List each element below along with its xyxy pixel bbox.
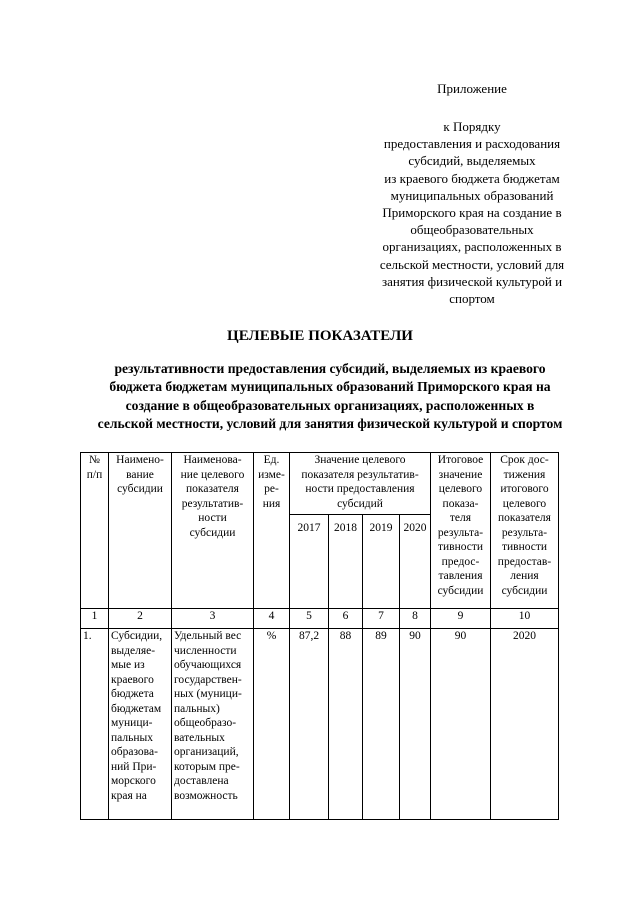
header-year-2019: 2019 xyxy=(363,515,400,609)
column-number: 6 xyxy=(329,609,363,629)
appendix-line: субсидий, выделяемых xyxy=(408,153,536,169)
appendix-line: организациях, расположенных в xyxy=(382,239,562,255)
appendix-line: спортом xyxy=(449,291,495,307)
document-subtitle xyxy=(60,360,600,434)
indicators-table xyxy=(80,452,559,820)
column-number: 7 xyxy=(363,609,400,629)
row-unit: % xyxy=(254,629,290,820)
row-value-2018: 88 xyxy=(329,629,363,820)
subtitle-line: создание в общеобразовательных организациях, расположенных в xyxy=(125,397,535,413)
row-num: 1. xyxy=(81,629,109,820)
column-number: 4 xyxy=(254,609,290,629)
row-deadline: 2020 xyxy=(491,629,559,820)
header-target-value: Значение целевого показателя результатив- ности предоставления субсидий xyxy=(290,453,431,515)
appendix-line: занятия физической культурой и xyxy=(381,273,563,289)
appendix-line: из краевого бюджета бюджетам xyxy=(384,170,560,186)
appendix-line: Приморского края на создание в xyxy=(382,205,562,221)
appendix-line: к Порядку xyxy=(443,119,501,134)
row-indicator-name: Удельный вес численности обучающихся государствен- ных (муници- пальных) общеобразо- вательных организаций, которым пре- доставлена возможность xyxy=(172,629,254,820)
document-title: ЦЕЛЕВЫЕ ПОКАЗАТЕЛИ xyxy=(227,328,413,344)
subtitle-line: результативности предоставления субсидий, выделяемых из краевого xyxy=(114,361,546,376)
header-num: № п/п xyxy=(81,453,109,609)
header-indicator-name: Наименова- ние целевого показателя результатив- ности субсидии xyxy=(172,453,254,609)
table-header-row xyxy=(81,453,559,515)
header-subsidy-name: Наимено- вание субсидии xyxy=(109,453,172,609)
column-numbers-row xyxy=(81,609,559,629)
appendix-heading xyxy=(352,80,592,97)
header-year-2018: 2018 xyxy=(329,515,363,609)
subtitle-line: сельской местности, условий для занятия физической культурой и спортом xyxy=(97,416,563,432)
subtitle-line: бюджета бюджетам муниципальных образований Приморского края на xyxy=(109,379,551,395)
appendix-line: предоставления и расходования xyxy=(383,136,561,152)
header-year-2017: 2017 xyxy=(290,515,329,609)
column-number: 1 xyxy=(81,609,109,629)
row-value-2019: 89 xyxy=(363,629,400,820)
header-year-2020: 2020 xyxy=(400,515,431,609)
column-number: 9 xyxy=(431,609,491,629)
column-number: 5 xyxy=(290,609,329,629)
appendix-heading-text: Приложение xyxy=(437,81,507,96)
row-value-2017: 87,2 xyxy=(290,629,329,820)
row-value-2020: 90 xyxy=(400,629,431,820)
column-number: 3 xyxy=(172,609,254,629)
column-number: 2 xyxy=(109,609,172,629)
row-subsidy-name: Субсидии, выделяе- мые из краевого бюджета бюджетам муници- пальных образова- ний При- морского края на xyxy=(109,629,172,820)
header-deadline: Срок дос- тижения итогового целевого показателя результа- тивности предостав- ления субсидии xyxy=(491,453,559,609)
header-unit: Ед. изме- ре- ния xyxy=(254,453,290,609)
column-number: 10 xyxy=(491,609,559,629)
appendix-line: общеобразовательных xyxy=(410,222,534,238)
column-number: 8 xyxy=(400,609,431,629)
appendix-line: муниципальных образований xyxy=(390,187,554,203)
row-final-value: 90 xyxy=(431,629,491,820)
appendix-reference xyxy=(352,118,592,307)
table-row xyxy=(81,629,559,820)
header-final-value: Итоговое значение целевого показа- теля результа- тивности предос- тавления субсидии xyxy=(431,453,491,609)
appendix-line: сельской местности, условий для xyxy=(379,256,565,272)
